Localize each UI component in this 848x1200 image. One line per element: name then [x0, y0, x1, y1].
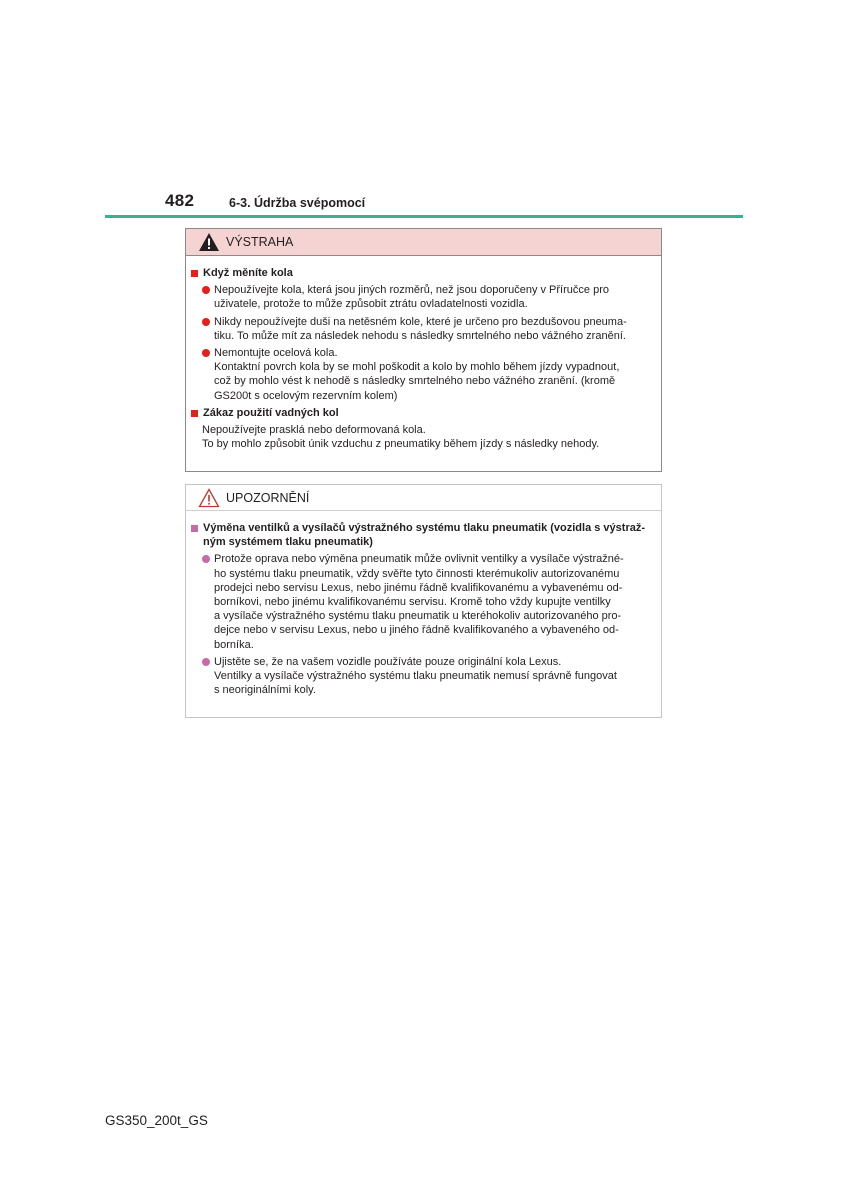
warning-triangle-icon [198, 232, 220, 252]
bullet-dot-icon [202, 658, 210, 666]
warning-title: VÝSTRAHA [226, 235, 294, 249]
bullet-dot-icon [202, 555, 210, 563]
warning-heading-1: Když měníte kola [191, 266, 653, 280]
bullet-dot-icon [202, 318, 210, 326]
header-rule [105, 215, 743, 218]
caution-box [185, 484, 662, 718]
square-bullet-icon [191, 270, 198, 277]
square-bullet-icon [191, 410, 198, 417]
caution-triangle-icon [198, 488, 220, 508]
warning-item: Nikdy nepoužívejte duši na netěsném kole, které je určeno pro bezdušovou pneuma- tiku. To může mít za následek nehodu s následky smrtelného nebo vážného zranění. [191, 315, 653, 343]
caution-header [186, 485, 661, 511]
warning-text: Nepoužívejte prasklá nebo deformovaná kola. To by mohlo způsobit únik vzduchu z pneumatiky během jízdy s následky nehody. [202, 424, 600, 451]
square-bullet-icon [191, 525, 198, 532]
warning-box [185, 228, 662, 472]
caution-heading: Výměna ventilků a vysílačů výstražného systému tlaku pneumatik (vozidla s výstraž- ným systémem tlaku pneumatik) [191, 521, 653, 549]
caution-body [186, 511, 661, 697]
warning-item: Nemontujte ocelová kola. Kontaktní povrch kola by se mohl poškodit a kolo by mohlo během jízdy vypadnout, což by mohlo vést k nehodě s následky smrtelného nebo vážného zranění. (kromě GS200t s ocelovým rezervním kolem) [191, 346, 653, 403]
caution-item: Ujistěte se, že na vašem vozidle používáte pouze originální kola Lexus. Ventilky a vysílače výstražného systému tlaku pneumatik nemusí správně fungovat s neoriginálními koly. [191, 655, 653, 698]
page-number: 482 [165, 191, 195, 210]
section-title: 6-3. Údržba svépomocí [229, 196, 366, 210]
footer-model-code: GS350_200t_GS [105, 1113, 208, 1128]
caution-title: UPOZORNĚNÍ [226, 490, 310, 505]
bullet-dot-icon [202, 349, 210, 357]
warning-header [186, 229, 661, 256]
caution-item: Protože oprava nebo výměna pneumatik může ovlivnit ventilky a vysílače výstražné- ho systému tlaku pneumatik, vždy svěřte tyto činnosti kterémukoliv autorizovanému prodejci nebo servisu Lexus, nebo jinému řádně kvalifikovanému a vybavenému od- borníkovi, nebo jinému kvalifikovanému servisu. Kromě toho vždy kupujte ventilky a vysílače výstražného systému tlaku pneumatik u kteréhokoliv autorizovaného pro- dejce nebo v servisu Lexus, nebo u jiného řádně kvalifikovaného a vybaveného od- borníka. [191, 552, 653, 651]
bullet-dot-icon [202, 286, 210, 294]
warning-heading-2: Zákaz použití vadných kol [191, 406, 653, 420]
warning-body [186, 256, 661, 451]
warning-item: Nepoužívejte kola, která jsou jiných rozměrů, než jsou doporučeny v Příručce pro uživatele, protože to může způsobit ztrátu ovladatelnosti vozidla. [191, 283, 653, 311]
